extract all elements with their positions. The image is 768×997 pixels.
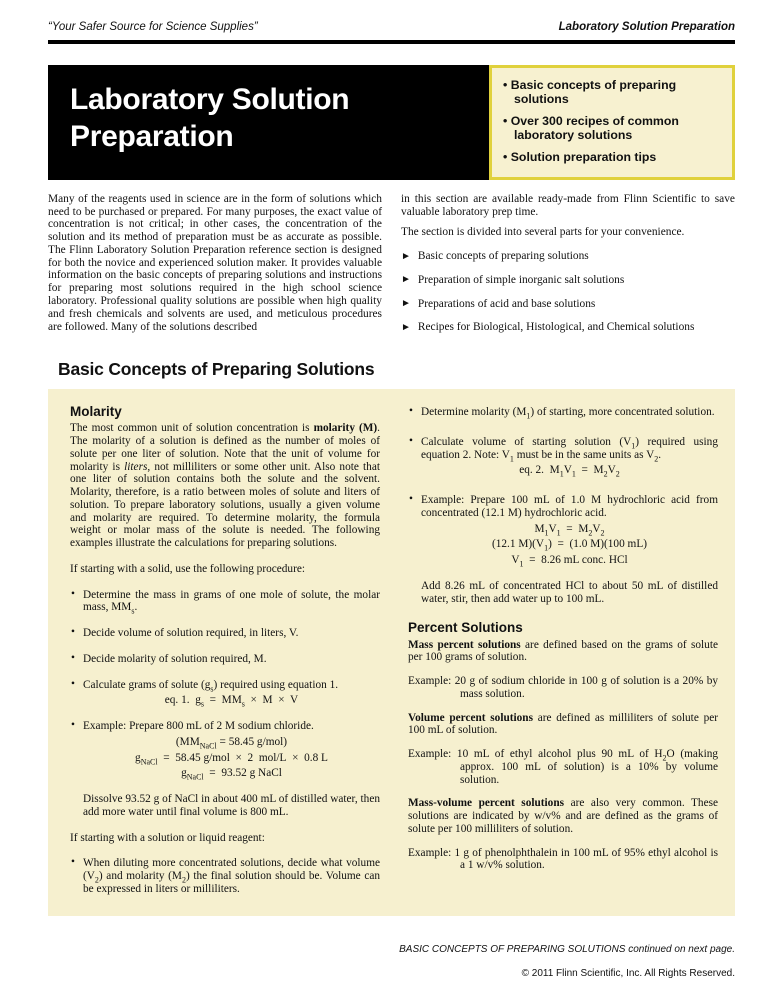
part-item: [401, 274, 735, 287]
mass-volume-percent-example: Example: 1 g of phenolphthalein in 100 mL of 95% ethyl alcohol is a 1 w/v% solution.: [408, 846, 718, 872]
running-head: [48, 21, 735, 33]
panel-left-column: [70, 404, 380, 896]
highlight-item: [503, 150, 724, 164]
highlight-label: Solution preparation tips: [510, 149, 657, 164]
part-label: Preparation of simple inorganic salt solutions: [417, 273, 625, 286]
header-rule: [48, 40, 735, 44]
footer-copyright: © 2011 Flinn Scientific, Inc. All Rights Reserved.: [521, 968, 735, 979]
equation-line: eq. 2. $M_1V_1 = M_2V_2$: [519, 464, 620, 479]
dilution-step: [408, 494, 718, 567]
step-text: Decide volume of solution required, in liters, V.: [83, 627, 299, 640]
equation-line: $g_{NaCl} = 93.52$ g NaCl: [181, 767, 282, 782]
volume-percent-example: Example: 10 mL of ethyl alcohol plus 90 mL of $H_2O$ (making approx. 100 mL of solution) is a 10% by volume solution.: [408, 748, 718, 786]
page-title: [70, 82, 479, 156]
equation-line: $M_1V_1 = M_2V_2$: [534, 522, 605, 537]
arrow-right-icon: ►: [401, 274, 411, 286]
solid-procedure-lead: If starting with a solid, use the following procedure:: [70, 562, 305, 575]
tagline-text: “Your Safer Source for Science Supplies”: [48, 21, 258, 33]
equation-line: ($MM_{NaCl} = 58.45$ g/mol): [175, 735, 288, 751]
doc-title-text: Laboratory Solution Preparation: [558, 21, 735, 33]
arrow-right-icon: ►: [401, 321, 411, 333]
equation-line: (12.1 $M)(V_1) = (1.0$ M)(100 mL): [491, 538, 648, 553]
part-label: Recipes for Biological, Histological, and Chemical solutions: [417, 321, 695, 334]
molarity-paragraph: The most common unit of solution concentration is molarity (M). The molarity of a solution is defined as the number of moles of solute per one liter of solution. Note that the unit of volume for molarity is liters, not milliliters or some other unit. Also note that one liter of solution contains both the solute and the solvent. Molarity, therefore, is a ratio between moles of solute and liters of solution. To prepare laboratory solutions, usually a given volume and molarity are required. To determine molarity, the formula weight or molar mass of the solute is needed. The following examples illustrate the calculations for preparing solutions.: [70, 422, 380, 550]
highlight-item: [503, 78, 724, 107]
equation-line: eq. 1. $g_s = MM_s \times M \times V$: [164, 694, 299, 709]
bullet-icon: •: [71, 651, 75, 664]
liquid-reagent-lead: If starting with a solution or liquid reagent:: [70, 831, 265, 844]
bullet-icon: •: [71, 719, 75, 732]
title-banner: [48, 65, 735, 180]
bullet-icon: •: [71, 856, 75, 869]
mass-volume-percent-paragraph: Mass-volume percent solutions are also very common. These solutions are indicated by w/v% and are defined as the grams of solute per 100 milliliters of solution.: [408, 797, 719, 835]
percent-solutions-heading: Percent Solutions: [408, 620, 523, 636]
bullet-icon: •: [409, 493, 413, 506]
dissolve-note: Dissolve 93.52 g of NaCl in about 400 mL of distilled water, then add more water until final volume is 800 mL.: [83, 793, 380, 818]
part-label: Basic concepts of preparing solutions: [417, 250, 589, 263]
step-text: Example: Prepare 800 mL of 2 M sodium chloride.: [83, 720, 314, 733]
step-text: Example: Prepare 100 mL of 1.0 M hydrochloric acid from concentrated (12.1 M) hydrochloric acid.: [421, 494, 718, 519]
parts-intro-line: The section is divided into several parts for your convenience.: [401, 226, 685, 239]
step-text: Determine molarity $(M_1)$ of starting, more concentrated solution.: [421, 406, 715, 421]
molarity-step: [70, 627, 380, 640]
bullet-icon: •: [503, 113, 508, 128]
dilution-intro-step: [70, 857, 380, 895]
part-item: [401, 298, 735, 311]
mass-percent-paragraph: Mass percent solutions are defined based on the grams of solute per 100 grams of solution.: [408, 638, 718, 664]
part-label: Preparations of acid and base solutions: [417, 297, 596, 310]
concepts-panel: [48, 389, 735, 916]
arrow-right-icon: ►: [401, 250, 411, 262]
molarity-step: [70, 653, 380, 666]
mass-percent-example: Example: 20 g of sodium chloride in 100 g of solution is a 20% by mass solution.: [408, 675, 718, 700]
bullet-icon: •: [409, 405, 413, 418]
banner-title-block: [48, 65, 489, 180]
panel-right-column: [408, 404, 718, 896]
dilution-step: [408, 436, 718, 477]
bullet-icon: •: [503, 149, 508, 164]
volume-percent-paragraph: Volume percent solutions are defined as milliliters of solute per 100 mL of solution.: [408, 711, 719, 737]
intro-left-column: [48, 193, 382, 334]
bullet-icon: •: [71, 677, 75, 690]
page-title-line2: Preparation: [70, 119, 234, 153]
highlight-item: [503, 114, 724, 143]
molarity-step: [70, 589, 380, 615]
page-title-line1: Laboratory Solution: [70, 83, 350, 116]
molarity-heading: Molarity: [70, 404, 122, 420]
bullet-icon: •: [409, 434, 413, 447]
highlight-label: Over 300 recipes of common laboratory solutions: [510, 113, 679, 143]
add-hcl-note: Add 8.26 mL of concentrated HCl to about 50 mL of distilled water, stir, then add water up to 100 mL.: [421, 579, 718, 605]
step-text: Decide molarity of solution required, M.: [83, 652, 267, 665]
step-text: Calculate grams of solute $(g_s)$ required using equation 1.: [83, 678, 339, 693]
highlights-box: [489, 65, 735, 180]
step-text: Calculate volume of starting solution $(V_1)$ required using equation 2. Note: $V_1$ must be in the same units as $V_2$.: [421, 435, 718, 463]
part-item: [401, 250, 735, 263]
bullet-icon: •: [71, 587, 75, 600]
equation-line: $V_1 = 8.26$ mL conc. HCl: [511, 554, 628, 569]
footer-continued-note: BASIC CONCEPTS OF PREPARING SOLUTIONS continued on next page.: [399, 944, 735, 955]
equation-line: $g_{NaCl} = 58.45$ g/mol × 2 mol/L × 0.8 L: [135, 751, 328, 766]
step-text: When diluting more concentrated solutions, decide what volume $(V_2)$ and molarity $(M_2)$ the final solution should be. Volume can be expressed in liters or milliliters.: [83, 857, 380, 895]
intro-section: [48, 193, 735, 334]
section-heading: Basic Concepts of Preparing Solutions: [58, 359, 375, 380]
intro-right-column: [401, 193, 735, 334]
page-footer: [399, 944, 735, 979]
intro-left-paragraph: Many of the reagents used in science are in the form of solutions which need to be purchased or prepared. For many purposes, the exact value of concentration is not critical; in other cases, the concentration of the solution and its method of preparation must be as accurate as possible. The Flinn Laboratory Solution Preparation reference section is designed for both the novice and experienced solution maker. It provides valuable information on the basic concepts of preparing solutions and instructions for preparing most solutions required in the high school science laboratory. Professional quality solutions are possible when high quality and fresh chemicals and solvents are used, and meticulous procedures are followed. Many of the solutions described: [48, 192, 382, 333]
part-item: [401, 321, 735, 334]
molarity-step: [70, 720, 380, 780]
highlight-label: Basic concepts of preparing solutions: [510, 78, 677, 107]
intro-right-paragraph: in this section are available ready-made from Flinn Scientific to save valuable laboratory prep time.: [401, 192, 735, 218]
dilution-step: [408, 406, 718, 419]
bullet-icon: •: [503, 78, 508, 92]
arrow-right-icon: ►: [401, 298, 411, 310]
step-text: Determine the mass in grams of one mole of solute, the molar mass, $MM_s$.: [83, 588, 380, 616]
molarity-step: [70, 679, 380, 708]
bullet-icon: •: [71, 626, 75, 639]
